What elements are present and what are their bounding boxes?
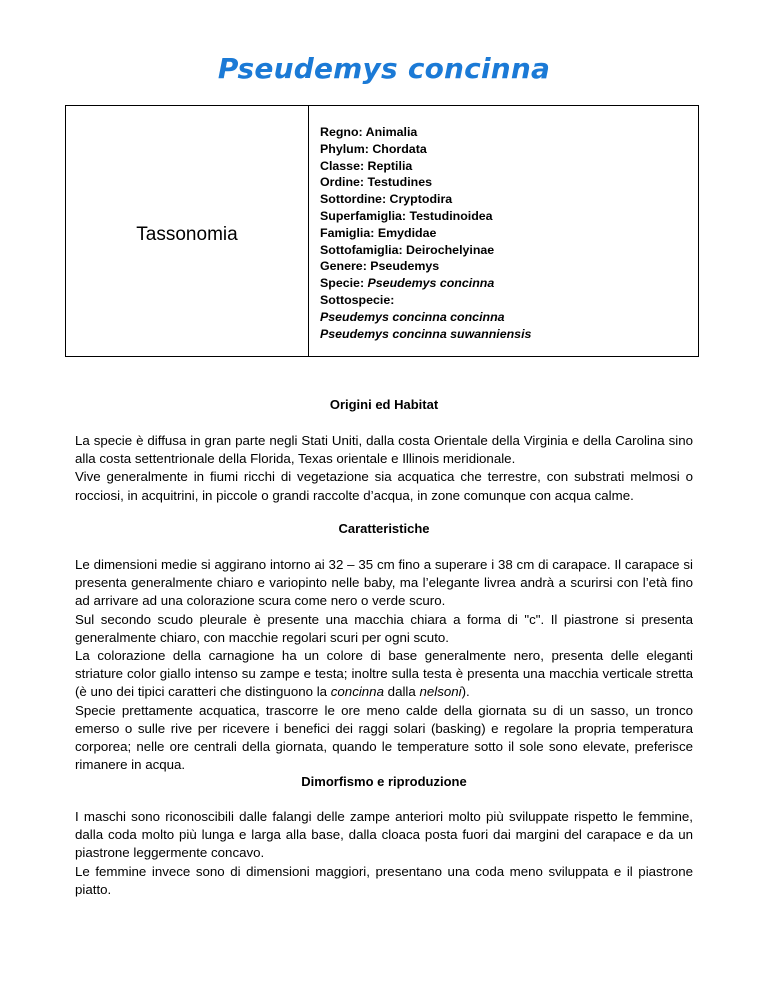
taxonomy-ordine: Ordine: Testudines [320,175,432,190]
taxonomy-specie-label: Specie: [320,276,368,291]
taxonomy-phylum: Phylum: Chordata [320,141,427,156]
taxonomy-specie-value: Pseudemys concinna [367,276,495,291]
taxonomy-heading: Tassonomia [136,224,238,245]
paragraph: La colorazione della carnagione ha un colore di base generalmente nero, presenta delle eleganti striature color giallo intenso su zampe e testa; inoltre sulla testa è presenta una macchia verticale stretta (è uno dei tipici caratteri che distinguono la concinna dalla nelsoni). [75,648,693,700]
taxonomy-specie [320,275,698,292]
paragraph: La specie è diffusa in gran parte negli Stati Uniti, dalla costa Orientale della Virginia e della Carolina sino alla costa settentrionale della Florida, Texas orientale e Illinois meridionale. [75,433,693,467]
section-body-dimorfismo [75,808,693,899]
paragraph: Vive generalmente in fiumi ricchi di vegetazione sia acquatica che terrestre, con substrati melmosi o rocciosi, in acquitrini, in piccole o grandi raccolte d’acqua, in zone comunque con acqua calme. [75,469,693,503]
paragraph: Sul secondo scudo pleurale è presente una macchia chiara a forma di "c". Il piastrone si presenta generalmente chiaro, con macchie regolari scuri per ogni scuto. [75,611,693,645]
taxonomy-classe: Classe: Reptilia [320,158,413,173]
section-heading-caratteristiche: Caratteristiche [338,521,430,536]
section-heading-origini: Origini ed Habitat [329,397,439,412]
taxonomy-regno: Regno: Animalia [320,125,418,139]
taxonomy-subspecies-1 [320,309,698,326]
paragraph: Le dimensioni medie si aggirano intorno ai 32 – 35 cm fino a superare i 38 cm di carapace. Il carapace si presenta generalmente chiaro e variopinto nelle baby, ma l’elegante livrea andrà a scurirsi con l’età fino ad arrivare ad una colorazione scura come nero o verde scuro. [75,557,693,609]
paragraph: Specie prettamente acquatica, trascorre le ore meno calde della giornata su di un sasso, un tronco emerso o sulle rive per ricevere i benefici dei raggi solari (basking) e regolare la propria temperatura corporea; nelle ore centrali della giornata, quando le temperature sotto il sole sono elevate, preferisce rimanere in acqua. [75,702,693,773]
taxonomy-sottospecie-label: Sottospecie: [320,292,395,307]
taxonomy-table [65,105,699,357]
taxonomy-famiglia: Famiglia: Emydidae [320,225,437,240]
taxonomy-sottofamiglia: Sottofamiglia: Deirochelyinae [320,242,495,257]
taxonomy-genere: Genere: Pseudemys [320,259,440,274]
taxonomy-details-cell [309,106,698,356]
taxonomy-superfamiglia: Superfamiglia: Testudinoidea [320,208,493,223]
page-title: Pseudemys concinna [217,52,551,85]
taxonomy-label-cell [66,106,309,356]
subspecies-2-name: Pseudemys concinna suwanniensis [320,326,532,341]
section-body-caratteristiche [75,556,693,774]
paragraph: I maschi sono riconoscibili dalle falangi delle zampe anteriori molto più sviluppate rispetto le femmine, dalla coda molto più lunga e larga alla base, dalla cloaca posta fuori dai margini del carapace e da un piastrone leggermente concavo. [75,809,693,861]
subspecies-1-name: Pseudemys concinna concinna [320,309,505,324]
section-heading-dimorfismo: Dimorfismo e riproduzione [301,774,467,789]
taxonomy-subspecies-2 [320,326,698,343]
paragraph: Le femmine invece sono di dimensioni maggiori, presentano una coda meno sviluppata e il piastrone piatto. [75,863,693,897]
section-body-origini [75,432,693,505]
taxonomy-sottordine: Sottordine: Cryptodira [320,192,453,207]
